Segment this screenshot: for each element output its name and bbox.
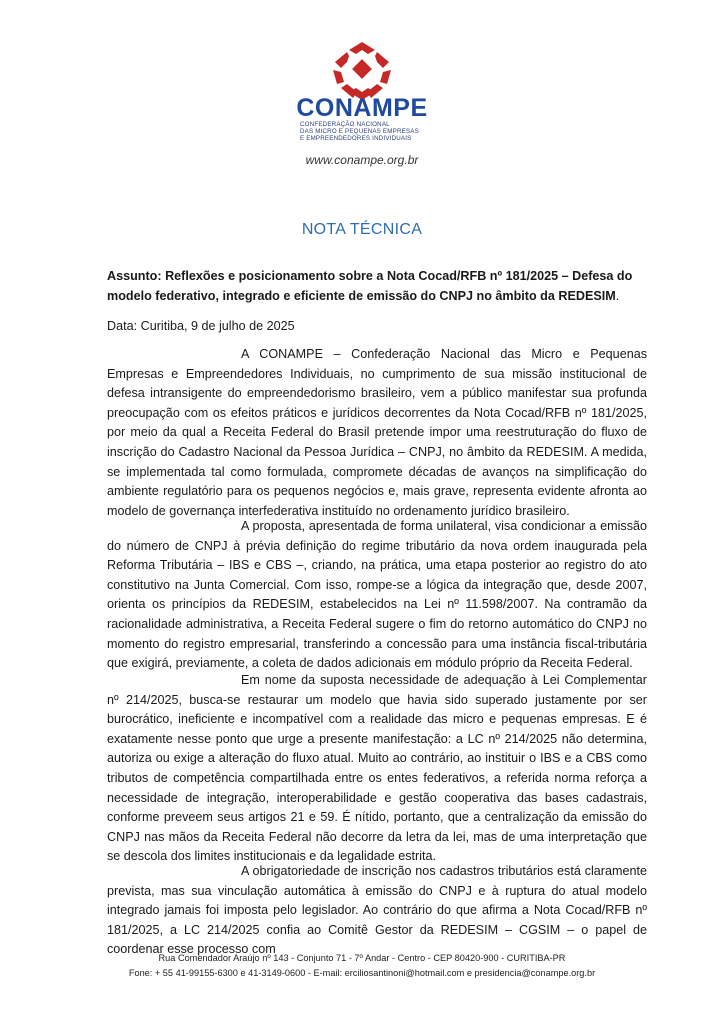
paragraph-4: A obrigatoriedade de inscrição nos cadastros tributários está claramente prevista, mas sua vinculação automática à emissão do CNPJ e à ruptura do atual modelo integrado jamais foi imposta pelo legislador. Ao contrário do que afirma a Nota Cocad/RFB nº 181/2025, a LC 214/2025 confia ao Comitê Gestor da REDESIM – CGSIM – o papel de coordenar esse processo com — [107, 864, 647, 957]
brand-subtitle-line-1: CONFEDERAÇÃO NACIONAL — [300, 121, 390, 128]
paragraph-3: Em nome da suposta necessidade de adequação à Lei Complementar nº 214/2025, busca-se restaurar um modelo que havia sido superado justamente por ser burocrático, ineficiente e incompatível com a realidade das micro e pequenas empresas. E é exatamente nesse ponto que urge a presente manifestação: a LC nº 214/2025 não determina, autoriza ou exige a alteração do fluxo atual. Muito ao contrário, ao instituir o IBS e a CBS como tributos de competência compartilhada entre os entes federativos, a referida norma reforça a necessidade de integração, interoperabilidade e gestão cooperativa das bases cadastrais, conforme preveem seus artigos 21 e 59. É nítido, portanto, que a centralização da emissão do CNPJ nas mãos da Receita Federal não decorre da letra da lei, mas de uma interpretação que se descola dos limites institucionais e da legalidade estrita. — [107, 673, 647, 864]
footer-address: Rua Comendador Araújo nº 143 - Conjunto 71 - 7º Andar - Centro - CEP 80420-900 - CURITIBA-PR — [158, 953, 566, 963]
brand-subtitle-line-2: DAS MICRO E PEQUENAS EMPRESAS — [300, 128, 419, 136]
brand-subtitle — [300, 121, 440, 143]
brand-subtitle-line-3: E EMPREENDEDORES INDIVIDUAIS — [300, 135, 412, 143]
subject-label: Assunto: — [107, 269, 162, 283]
footer — [0, 951, 724, 981]
website-link[interactable]: www.conampe.org.br — [305, 153, 419, 167]
brand-name: CONAMPE — [296, 94, 428, 122]
page-title: NOTA TÉCNICA — [301, 221, 423, 238]
subject-text: Reflexões e posicionamento sobre a Nota Cocad/RFB nº 181/2025 – Defesa do modelo federativo, integrado e eficiente de emissão do CNPJ no âmbito da REDESIM — [107, 269, 633, 304]
date-line: Data: Curitiba, 9 de julho de 2025 — [107, 319, 295, 333]
paragraph-1: A CONAMPE – Confederação Nacional das Micro e Pequenas Empresas e Empreendedores Individuais, no cumprimento de sua missão institucional de defesa intransigente do empreendedorismo brasileiro, vem a público manifestar sua profunda preocupação com os efeitos práticos e jurídicos decorrentes da Nota Cocad/RFB nº 181/2025, por meio da qual a Receita Federal do Brasil pretende impor uma reestruturação do fluxo de inscrição do Cadastro Nacional da Pessoa Jurídica – CNPJ, no âmbito da REDESIM. A medida, se implementada tal como formulada, compromete décadas de avanços na simplificação do ambiente regulatório para os pequenos negócios e, mais grave, representa evidente afronta ao modelo de governança interfederativa instituído no ordenamento jurídico brasileiro. — [107, 347, 647, 518]
paragraph-2: A proposta, apresentada de forma unilateral, visa condicionar a emissão do número de CNPJ à prévia definição do regime tributário da nova ordem inaugurada pela Reforma Tributária – IBS e CBS –, criando, na prática, uma etapa posterior ao registro do ato constitutivo na Junta Comercial. Com isso, rompe-se a lógica da integração que, desde 2007, orienta os princípios da REDESIM, estabelecidos na Lei nº 11.598/2007. Na contramão da racionalidade administrativa, a Receita Federal sugere o fim do retorno automático do CNPJ no momento do registro empresarial, transferindo a concessão para uma instância fiscal-tributária que exigirá, previamente, a coleta de dados adicionais em módulo próprio da Receita Federal. — [107, 519, 647, 671]
conampe-logo-icon — [331, 42, 393, 100]
subject-end: . — [615, 289, 620, 304]
footer-contact: Fone: + 55 41-99155-6300 e 41-3149-0600 - E-mail: erciliosantinoni@hotmail.com e presidencia@conampe.org.br — [128, 968, 596, 978]
subject-line — [107, 266, 647, 307]
